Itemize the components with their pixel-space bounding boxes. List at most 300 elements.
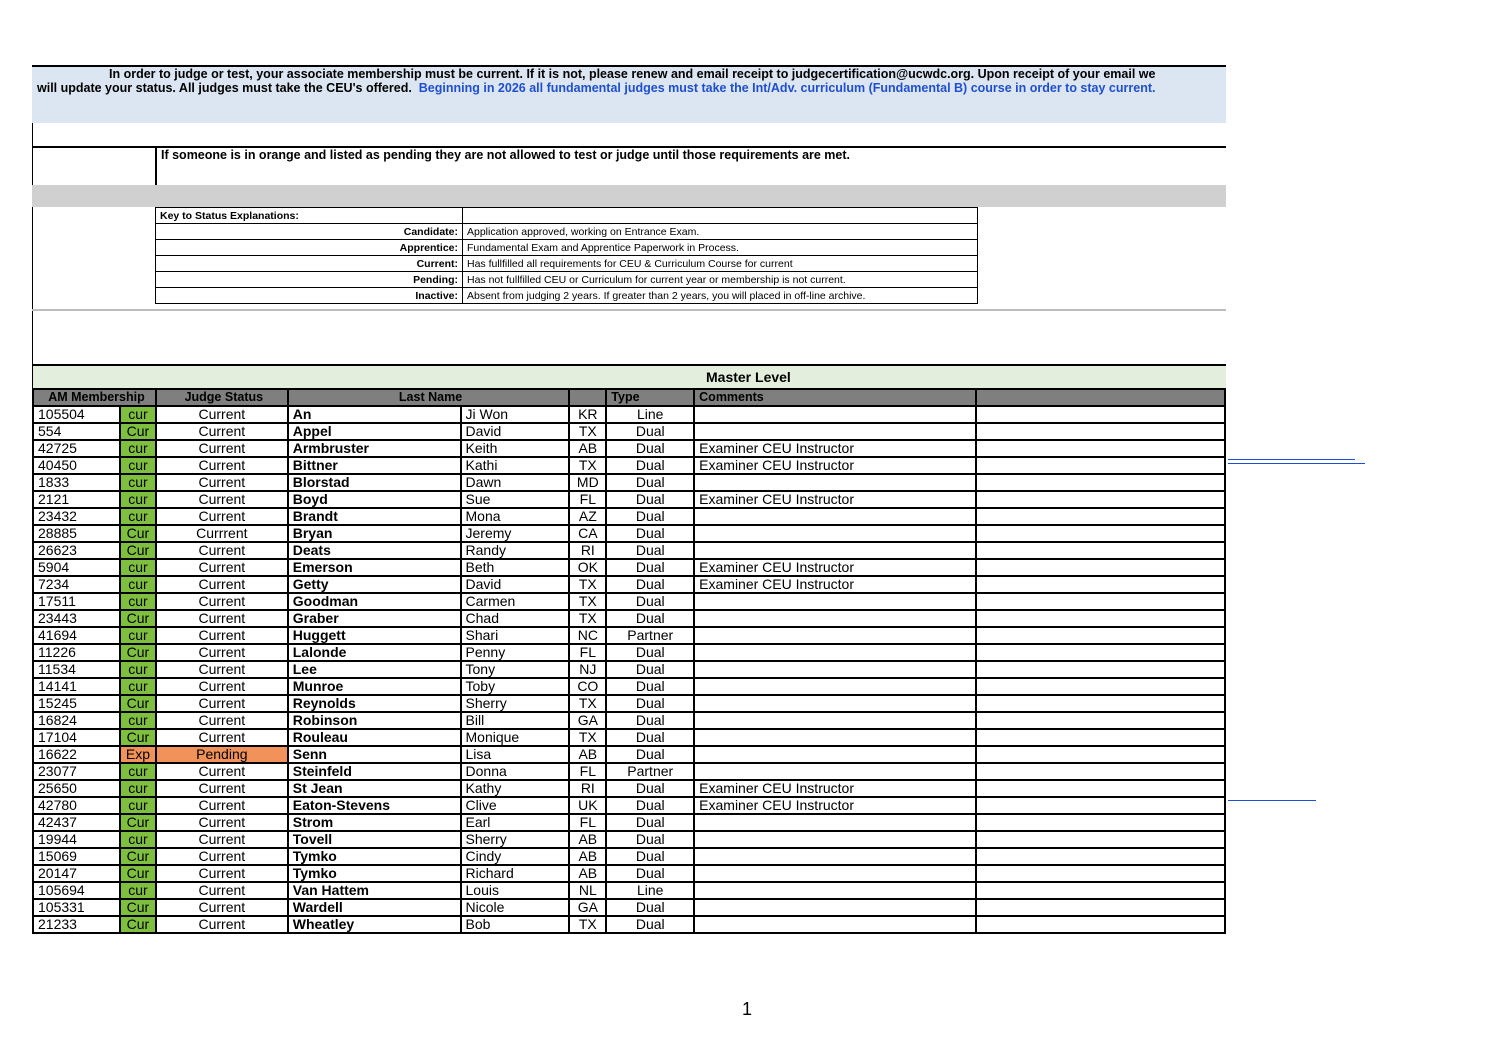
comments — [694, 746, 976, 763]
status-flag: Cur — [120, 814, 156, 831]
hyperlink-underline[interactable] — [1228, 459, 1355, 460]
judge-type: Dual — [606, 661, 694, 678]
section-header — [32, 364, 1226, 388]
blank-cell — [976, 525, 1225, 542]
first-name: Tony — [461, 661, 570, 678]
last-name: Eaton-Stevens — [288, 797, 461, 814]
judge-type: Partner — [606, 763, 694, 780]
judge-status: Current — [156, 865, 288, 882]
state: OK — [569, 559, 606, 576]
key-description: Has fullfilled all requirements for CEU & Curriculum Course for current — [463, 256, 978, 272]
state: TX — [569, 729, 606, 746]
table-row — [33, 831, 1225, 848]
table-row — [33, 763, 1225, 780]
state: FL — [569, 763, 606, 780]
first-name: Toby — [461, 678, 570, 695]
judge-type: Partner — [606, 627, 694, 644]
judge-type: Dual — [606, 695, 694, 712]
judge-type: Dual — [606, 559, 694, 576]
key-description: Absent from judging 2 years. If greater than 2 years, you will placed in off-line archive. — [463, 288, 978, 304]
status-flag: cur — [120, 474, 156, 491]
status-flag: Cur — [120, 899, 156, 916]
first-name: Louis — [461, 882, 570, 899]
key-description: Has not fullfilled CEU or Curriculum for current year or membership is not current. — [463, 272, 978, 288]
key-description: Fundamental Exam and Apprentice Paperwork in Process. — [463, 240, 978, 256]
first-name: Earl — [461, 814, 570, 831]
first-name: Sherry — [461, 831, 570, 848]
membership-id: 19944 — [33, 831, 120, 848]
blank-cell — [976, 729, 1225, 746]
table-row — [33, 610, 1225, 627]
last-name: Rouleau — [288, 729, 461, 746]
state: FL — [569, 814, 606, 831]
state: AB — [569, 831, 606, 848]
first-name: Keith — [461, 440, 570, 457]
blank-cell — [976, 610, 1225, 627]
judge-type: Dual — [606, 457, 694, 474]
last-name: Emerson — [288, 559, 461, 576]
judge-status: Current — [156, 593, 288, 610]
status-flag: Cur — [120, 525, 156, 542]
first-name: Kathy — [461, 780, 570, 797]
comments — [694, 763, 976, 780]
status-flag: cur — [120, 780, 156, 797]
first-name: Beth — [461, 559, 570, 576]
state: TX — [569, 576, 606, 593]
key-title-row — [156, 208, 978, 224]
judge-status: Current — [156, 559, 288, 576]
notice-2026-requirement: Beginning in 2026 all fundamental judges must take the Int/Adv. curriculum (Fundamental B) course in order to stay current. — [418, 81, 1156, 95]
membership-id: 1833 — [33, 474, 120, 491]
membership-id: 42780 — [33, 797, 120, 814]
first-name: Carmen — [461, 593, 570, 610]
status-flag: cur — [120, 491, 156, 508]
last-name: Steinfeld — [288, 763, 461, 780]
state: TX — [569, 916, 606, 933]
comments — [694, 814, 976, 831]
table-row — [33, 882, 1225, 899]
table-row — [33, 899, 1225, 916]
comments: Examiner CEU Instructor — [694, 797, 976, 814]
header-membership: AM Membership — [33, 389, 156, 406]
first-name: Ji Won — [461, 406, 570, 423]
judge-status: Current — [156, 423, 288, 440]
comments — [694, 542, 976, 559]
judge-status: Current — [156, 474, 288, 491]
last-name: Reynolds — [288, 695, 461, 712]
last-name: Deats — [288, 542, 461, 559]
last-name: Brandt — [288, 508, 461, 525]
table-row — [33, 491, 1225, 508]
section-title: Master Level — [706, 369, 791, 385]
judge-type: Dual — [606, 525, 694, 542]
judge-type: Dual — [606, 746, 694, 763]
header-last-name: Last Name — [288, 389, 570, 406]
status-flag: cur — [120, 763, 156, 780]
judge-status: Pending — [156, 746, 288, 763]
first-name: Dawn — [461, 474, 570, 491]
status-flag: cur — [120, 678, 156, 695]
judge-type: Dual — [606, 797, 694, 814]
judge-status: Current — [156, 457, 288, 474]
judge-type: Dual — [606, 899, 694, 916]
judge-status: Current — [156, 780, 288, 797]
judge-type: Dual — [606, 491, 694, 508]
key-title-blank — [463, 208, 978, 224]
status-flag: cur — [120, 440, 156, 457]
comments — [694, 627, 976, 644]
header-blank — [976, 389, 1225, 406]
status-flag: cur — [120, 457, 156, 474]
judge-status: Current — [156, 882, 288, 899]
judge-status: Current — [156, 899, 288, 916]
judge-type: Dual — [606, 814, 694, 831]
status-flag: cur — [120, 627, 156, 644]
membership-id: 17104 — [33, 729, 120, 746]
judge-type: Dual — [606, 610, 694, 627]
table-row — [33, 508, 1225, 525]
notice-line-2-text: will update your status. All judges must take the CEU's offered. — [37, 81, 412, 95]
judge-status: Current — [156, 610, 288, 627]
last-name: Huggett — [288, 627, 461, 644]
gray-separator-bar — [32, 185, 1226, 207]
judge-status: Current — [156, 508, 288, 525]
key-label: Pending: — [156, 272, 463, 288]
key-title: Key to Status Explanations: — [156, 208, 463, 224]
blank-cell — [976, 899, 1225, 916]
state: AB — [569, 848, 606, 865]
status-flag: Cur — [120, 916, 156, 933]
judge-type: Dual — [606, 916, 694, 933]
state: UK — [569, 797, 606, 814]
state: RI — [569, 542, 606, 559]
membership-id: 23432 — [33, 508, 120, 525]
first-name: Sue — [461, 491, 570, 508]
blank-cell — [976, 559, 1225, 576]
first-name: Penny — [461, 644, 570, 661]
last-name: Tovell — [288, 831, 461, 848]
orange-note-text: If someone is in orange and listed as pending they are not allowed to test or judge until those requirements are met. — [155, 148, 850, 186]
state: NJ — [569, 661, 606, 678]
status-flag: cur — [120, 661, 156, 678]
judges-table — [32, 388, 1226, 934]
key-label: Current: — [156, 256, 463, 272]
comments — [694, 916, 976, 933]
membership-id: 105331 — [33, 899, 120, 916]
membership-id: 40450 — [33, 457, 120, 474]
comments: Examiner CEU Instructor — [694, 440, 976, 457]
membership-id: 41694 — [33, 627, 120, 644]
comments — [694, 865, 976, 882]
last-name: Wardell — [288, 899, 461, 916]
spacer-row — [32, 123, 1226, 146]
state: FL — [569, 491, 606, 508]
blank-cell — [976, 661, 1225, 678]
first-name: Bob — [461, 916, 570, 933]
last-name: Robinson — [288, 712, 461, 729]
first-name: Jeremy — [461, 525, 570, 542]
state: TX — [569, 423, 606, 440]
membership-id: 25650 — [33, 780, 120, 797]
last-name: St Jean — [288, 780, 461, 797]
blank-cell — [976, 712, 1225, 729]
comments: Examiner CEU Instructor — [694, 491, 976, 508]
blank-cell — [976, 746, 1225, 763]
state: GA — [569, 899, 606, 916]
table-row — [33, 814, 1225, 831]
first-name: David — [461, 423, 570, 440]
table-row — [33, 712, 1225, 729]
first-name: Lisa — [461, 746, 570, 763]
table-row — [33, 457, 1225, 474]
comments — [694, 695, 976, 712]
status-flag: cur — [120, 593, 156, 610]
last-name: Strom — [288, 814, 461, 831]
status-flag: Cur — [120, 542, 156, 559]
blank-cell — [976, 627, 1225, 644]
hyperlink-underline[interactable] — [1228, 800, 1316, 801]
last-name: Graber — [288, 610, 461, 627]
status-flag: Cur — [120, 695, 156, 712]
membership-id: 16622 — [33, 746, 120, 763]
last-name: Getty — [288, 576, 461, 593]
state: CA — [569, 525, 606, 542]
judge-type: Dual — [606, 712, 694, 729]
state: KR — [569, 406, 606, 423]
key-row — [156, 272, 978, 288]
judge-type: Dual — [606, 474, 694, 491]
judge-status: Current — [156, 848, 288, 865]
blank-cell — [976, 508, 1225, 525]
blank-cell — [976, 763, 1225, 780]
key-row — [156, 224, 978, 240]
last-name: Bittner — [288, 457, 461, 474]
status-flag: cur — [120, 882, 156, 899]
table-row — [33, 746, 1225, 763]
judge-type: Dual — [606, 729, 694, 746]
comments — [694, 593, 976, 610]
judge-status: Current — [156, 797, 288, 814]
status-flag: cur — [120, 797, 156, 814]
comments — [694, 712, 976, 729]
state: TX — [569, 695, 606, 712]
header-judge-status: Judge Status — [156, 389, 288, 406]
blank-cell — [976, 491, 1225, 508]
comments — [694, 525, 976, 542]
first-name: Shari — [461, 627, 570, 644]
membership-id: 28885 — [33, 525, 120, 542]
judge-status: Current — [156, 576, 288, 593]
membership-id: 42725 — [33, 440, 120, 457]
key-label: Apprentice: — [156, 240, 463, 256]
state: AZ — [569, 508, 606, 525]
comments — [694, 508, 976, 525]
last-name: An — [288, 406, 461, 423]
membership-id: 15069 — [33, 848, 120, 865]
membership-id: 26623 — [33, 542, 120, 559]
last-name: Senn — [288, 746, 461, 763]
last-name: Boyd — [288, 491, 461, 508]
blank-cell — [976, 780, 1225, 797]
table-row — [33, 848, 1225, 865]
judge-type: Dual — [606, 848, 694, 865]
state: AB — [569, 865, 606, 882]
judge-status: Current — [156, 678, 288, 695]
judges-body — [33, 406, 1225, 933]
judge-type: Dual — [606, 678, 694, 695]
judge-status: Current — [156, 814, 288, 831]
table-row — [33, 916, 1225, 933]
key-row — [156, 256, 978, 272]
status-flag: cur — [120, 406, 156, 423]
last-name: Van Hattem — [288, 882, 461, 899]
judge-status: Current — [156, 440, 288, 457]
last-name: Lee — [288, 661, 461, 678]
table-row — [33, 542, 1225, 559]
comments — [694, 729, 976, 746]
first-name: Clive — [461, 797, 570, 814]
last-name: Tymko — [288, 848, 461, 865]
judge-type: Dual — [606, 576, 694, 593]
membership-id: 2121 — [33, 491, 120, 508]
judge-type: Dual — [606, 423, 694, 440]
state: NL — [569, 882, 606, 899]
comments — [694, 423, 976, 440]
table-row — [33, 729, 1225, 746]
judge-type: Dual — [606, 508, 694, 525]
state: TX — [569, 593, 606, 610]
last-name: Blorstad — [288, 474, 461, 491]
blank-cell — [976, 423, 1225, 440]
blank-cell — [976, 542, 1225, 559]
header-comments: Comments — [694, 389, 976, 406]
first-name: Chad — [461, 610, 570, 627]
first-name: Richard — [461, 865, 570, 882]
last-name: Goodman — [288, 593, 461, 610]
blank-cell — [976, 576, 1225, 593]
last-name: Bryan — [288, 525, 461, 542]
hyperlink-underline[interactable] — [1228, 463, 1365, 464]
key-description: Application approved, working on Entrance Exam. — [463, 224, 978, 240]
membership-id: 5904 — [33, 559, 120, 576]
judge-status: Current — [156, 406, 288, 423]
state: CO — [569, 678, 606, 695]
membership-id: 16824 — [33, 712, 120, 729]
blank-cell — [976, 593, 1225, 610]
blank-cell — [976, 678, 1225, 695]
state: AB — [569, 440, 606, 457]
table-row — [33, 525, 1225, 542]
blank-cell — [976, 440, 1225, 457]
judge-status: Current — [156, 644, 288, 661]
comments: Examiner CEU Instructor — [694, 559, 976, 576]
header-row — [33, 389, 1225, 406]
judge-status: Current — [156, 729, 288, 746]
comments — [694, 661, 976, 678]
blank-cell — [976, 831, 1225, 848]
judge-status: Current — [156, 627, 288, 644]
status-flag: Cur — [120, 644, 156, 661]
judge-type: Dual — [606, 542, 694, 559]
comments — [694, 848, 976, 865]
first-name: Sherry — [461, 695, 570, 712]
membership-notice — [32, 65, 1226, 123]
key-label: Inactive: — [156, 288, 463, 304]
table-row — [33, 576, 1225, 593]
membership-id: 11226 — [33, 644, 120, 661]
judge-status: Current — [156, 542, 288, 559]
table-row — [33, 678, 1225, 695]
orange-pending-note — [32, 146, 1226, 186]
blank-cell — [976, 916, 1225, 933]
table-row — [33, 797, 1225, 814]
last-name: Wheatley — [288, 916, 461, 933]
blank-cell — [976, 797, 1225, 814]
comments — [694, 831, 976, 848]
membership-id: 7234 — [33, 576, 120, 593]
judge-type: Dual — [606, 440, 694, 457]
judge-status: Current — [156, 695, 288, 712]
table-row — [33, 559, 1225, 576]
table-row — [33, 644, 1225, 661]
status-flag: cur — [120, 831, 156, 848]
status-key-table — [155, 207, 978, 304]
key-label: Candidate: — [156, 224, 463, 240]
state: TX — [569, 610, 606, 627]
judge-type: Line — [606, 882, 694, 899]
blank-cell — [976, 457, 1225, 474]
comments: Examiner CEU Instructor — [694, 780, 976, 797]
first-name: Mona — [461, 508, 570, 525]
status-flag: cur — [120, 508, 156, 525]
judge-status: Current — [156, 712, 288, 729]
first-name: Cindy — [461, 848, 570, 865]
membership-id: 105694 — [33, 882, 120, 899]
last-name: Armbruster — [288, 440, 461, 457]
blank-cell — [976, 814, 1225, 831]
header-state — [569, 389, 606, 406]
notice-line-1: In order to judge or test, your associate membership must be current. If it is not, please renew and email receipt to judgecertification@ucwdc.org. Upon receipt of your email we — [109, 67, 1156, 81]
blank-cell — [976, 865, 1225, 882]
notice-line-2 — [37, 81, 1220, 95]
judge-type: Dual — [606, 831, 694, 848]
table-row — [33, 661, 1225, 678]
first-name: Donna — [461, 763, 570, 780]
membership-id: 21233 — [33, 916, 120, 933]
blank-cell — [976, 848, 1225, 865]
membership-id: 14141 — [33, 678, 120, 695]
table-row — [33, 695, 1225, 712]
comments: Examiner CEU Instructor — [694, 457, 976, 474]
status-flag: Cur — [120, 729, 156, 746]
table-row — [33, 423, 1225, 440]
membership-id: 42437 — [33, 814, 120, 831]
membership-id: 554 — [33, 423, 120, 440]
judge-type: Dual — [606, 593, 694, 610]
judge-type: Dual — [606, 865, 694, 882]
status-flag: Cur — [120, 610, 156, 627]
state: FL — [569, 644, 606, 661]
last-name: Tymko — [288, 865, 461, 882]
membership-id: 23443 — [33, 610, 120, 627]
judge-status: Current — [156, 491, 288, 508]
page-number: 1 — [742, 999, 753, 1019]
first-name: Monique — [461, 729, 570, 746]
first-name: Randy — [461, 542, 570, 559]
judge-type: Dual — [606, 780, 694, 797]
state: TX — [569, 457, 606, 474]
table-row — [33, 406, 1225, 423]
